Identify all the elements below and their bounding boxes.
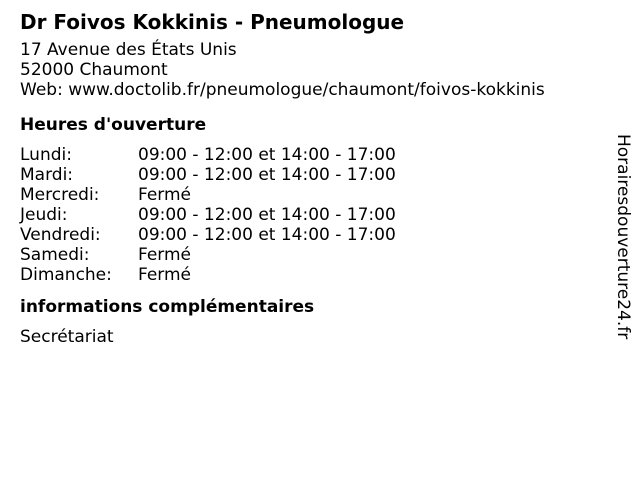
hours-row-wednesday (20, 185, 590, 205)
time-value: 09:00 - 12:00 et 14:00 - 17:00 (138, 205, 396, 225)
time-value: 09:00 - 12:00 et 14:00 - 17:00 (138, 145, 396, 165)
day-label: Lundi: (20, 145, 72, 165)
additional-info-heading: informations complémentaires (20, 297, 315, 317)
hours-row-tuesday (20, 165, 590, 185)
day-label: Mercredi: (20, 185, 100, 205)
hours-row-saturday (20, 245, 590, 265)
address-city: 52000 Chaumont (20, 60, 168, 80)
time-value: 09:00 - 12:00 et 14:00 - 17:00 (138, 225, 396, 245)
page-title: Dr Foivos Kokkinis - Pneumologue (20, 10, 405, 34)
opening-hours-heading: Heures d'ouverture (20, 115, 207, 135)
time-value: Fermé (138, 185, 192, 205)
opening-hours-table (20, 145, 590, 285)
hours-row-monday (20, 145, 590, 165)
website-line: Web: www.doctolib.fr/pneumologue/chaumont/foivos-kokkinis (20, 80, 545, 100)
day-label: Vendredi: (20, 225, 101, 245)
hours-row-sunday (20, 265, 590, 285)
hours-row-friday (20, 225, 590, 245)
site-watermark: Horairesdouverture24.fr (613, 134, 633, 340)
time-value: Fermé (138, 245, 192, 265)
time-value: 09:00 - 12:00 et 14:00 - 17:00 (138, 165, 396, 185)
additional-info-text: Secrétariat (20, 327, 114, 347)
time-value: Fermé (138, 265, 192, 285)
address-street: 17 Avenue des États Unis (20, 40, 237, 60)
day-label: Samedi: (20, 245, 90, 265)
day-label: Mardi: (20, 165, 74, 185)
hours-row-thursday (20, 205, 590, 225)
day-label: Dimanche: (20, 265, 112, 285)
doctor-card (20, 9, 590, 347)
day-label: Jeudi: (20, 205, 68, 225)
